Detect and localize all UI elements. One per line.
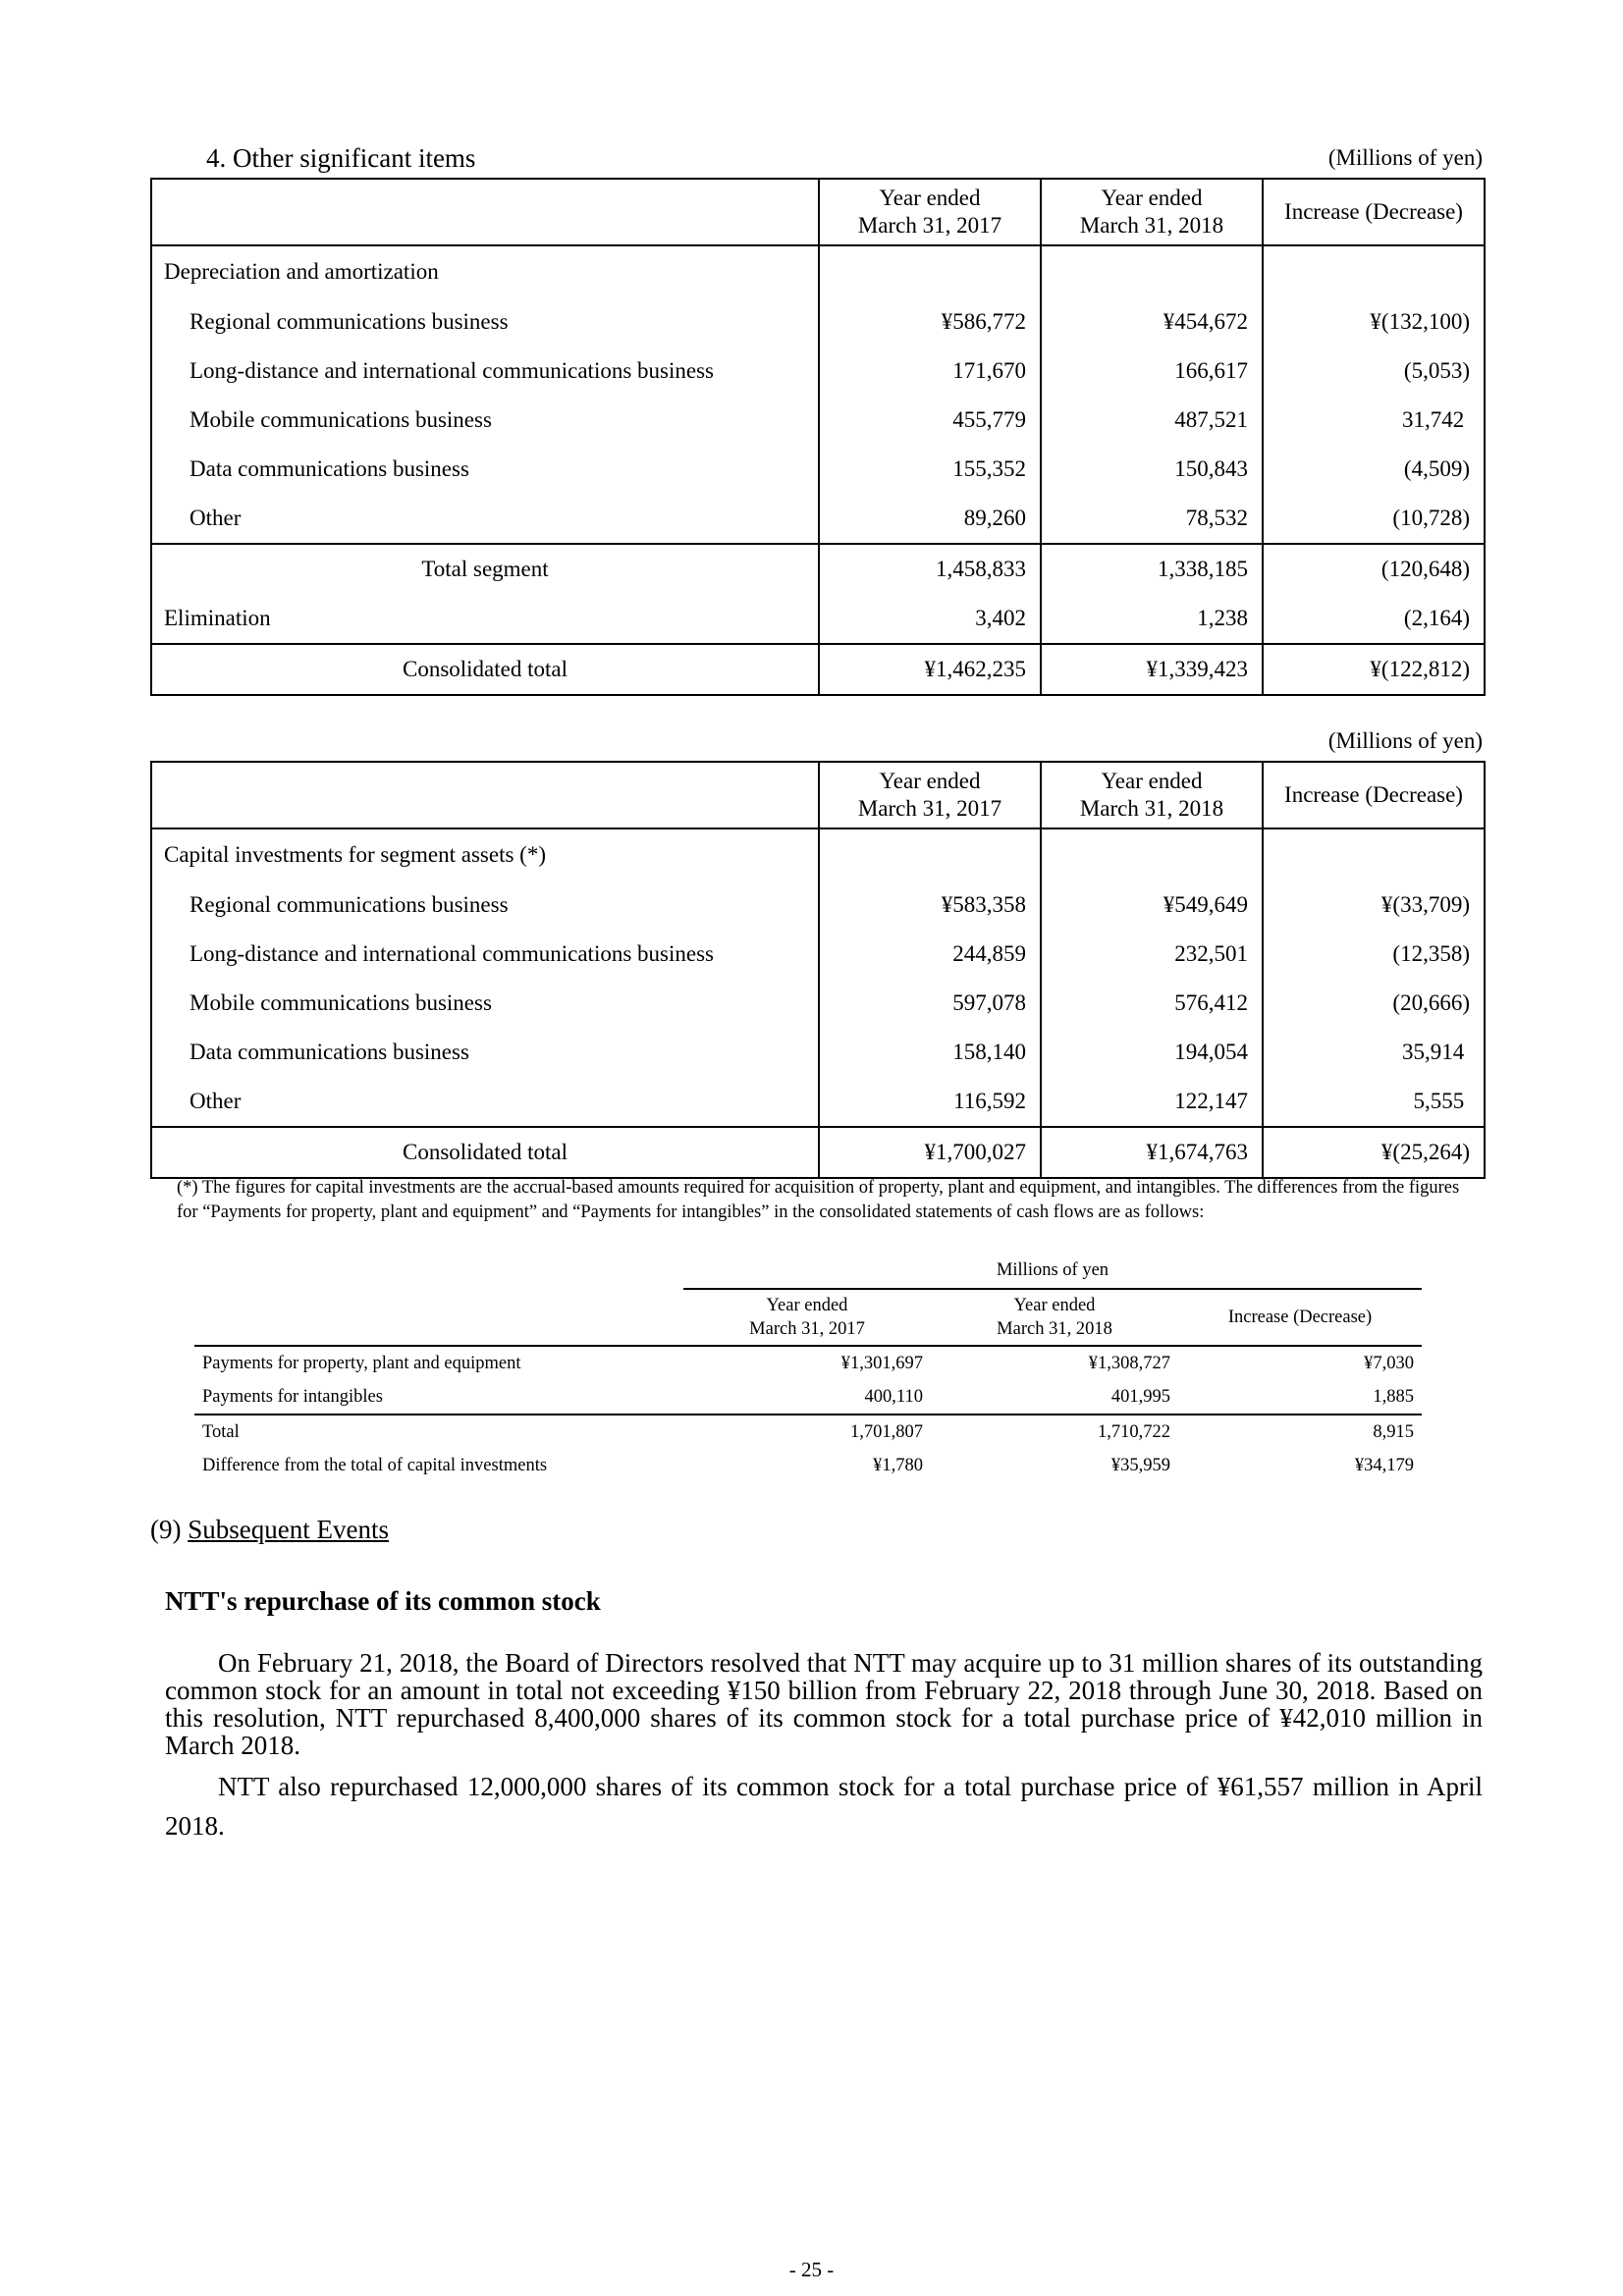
header-2017: Year ended March 31, 2017 [819,179,1041,245]
group-label: Depreciation and amortization [151,245,819,297]
header-2018: Year ended March 31, 2018 [1041,179,1263,245]
section-header [206,143,1483,175]
unit-label-3: Millions of yen [996,1259,1109,1280]
header-2017: Year ended March 31, 2017 [819,762,1041,828]
page-number: - 25 - [788,2258,835,2281]
table-row: Regional communications business ¥586,772 ¥454,672 ¥(132,100) [151,297,1485,347]
total-segment-row: Total segment 1,458,833 1,338,185 (120,648) [151,544,1485,594]
elimination-row: Elimination 3,402 1,238 (2,164) [151,594,1485,644]
table-row: Long-distance and international communications business 171,670 166,617 (5,053) [151,347,1485,396]
group-label: Capital investments for segment assets (*) [151,828,819,881]
header-diff: Increase (Decrease) [1263,762,1485,828]
table-row: Total 1,701,807 1,710,722 8,915 [194,1415,1422,1449]
table-row: Mobile communications business 455,779 487,521 31,742 [151,396,1485,445]
table-row: Other 116,592 122,147 5,555 [151,1077,1485,1127]
paragraph: NTT also repurchased 12,000,000 shares of its common stock for a total purchase price of ¥61,557 million in April 2018. [165,1772,1483,1841]
depreciation-table [150,178,1486,696]
payments-table [194,1253,1422,1482]
table-row: Mobile communications business 597,078 576,412 (20,666) [151,979,1485,1028]
header-diff: Increase (Decrease) [1178,1289,1422,1346]
consolidated-total-row: Consolidated total ¥1,462,235 ¥1,339,423 ¥(122,812) [151,644,1485,695]
unit-label-2: (Millions of yen) [1327,728,1483,753]
header-2017: Year ended March 31, 2017 [683,1289,931,1346]
header-2018: Year ended March 31, 2018 [931,1289,1178,1346]
table-row: Payments for property, plant and equipment ¥1,301,697 ¥1,308,727 ¥7,030 [202,1353,1415,1373]
capital-investments-table [150,761,1486,1179]
section-title: 4. Other significant items [206,143,476,173]
paragraph: On February 21, 2018, the Board of Directors resolved that NTT may acquire up to 31 million shares of its outstanding common stock for an amount in total not exceeding ¥150 billion from February 22, 2018 through June 30, 2018. Based on this resolution, NTT repurchased 8,400,000 shares of its common stock for a total purchase price of ¥42,010 million in March 2018. [165,1648,1483,1760]
subsequent-events-heading: (9) Subsequent Events [150,1515,389,1544]
consolidated-total-row: Consolidated total ¥1,700,027 ¥1,674,763 ¥(25,264) [151,1127,1485,1178]
table-row: Data communications business 158,140 194,054 35,914 [151,1028,1485,1077]
table-row: Data communications business 155,352 150,843 (4,509) [151,445,1485,494]
table-row: Regional communications business ¥583,358 ¥549,649 ¥(33,709) [151,881,1485,930]
table-row: Long-distance and international communications business 244,859 232,501 (12,358) [151,930,1485,979]
unit-label: (Millions of yen) [1327,145,1483,170]
table-row: Payments for intangibles 400,110 401,995 1,885 [202,1386,1415,1407]
footnote: (*) The figures for capital investments are the accrual-based amounts required for acquisition of property, plant and equipment, and intangibles. The differences from the figures for “Payments for property, plant and equipment” and “Payments for intangibles” in the consolidated statements of cash flows are as follows: [177,1178,1460,1222]
header-diff: Increase (Decrease) [1263,179,1485,245]
table-row: Other 89,260 78,532 (10,728) [151,494,1485,544]
repurchase-heading: NTT's repurchase of its common stock [165,1586,601,1616]
table-row: Difference from the total of capital investments ¥1,780 ¥35,959 ¥34,179 [202,1455,1415,1475]
header-2018: Year ended March 31, 2018 [1041,762,1263,828]
